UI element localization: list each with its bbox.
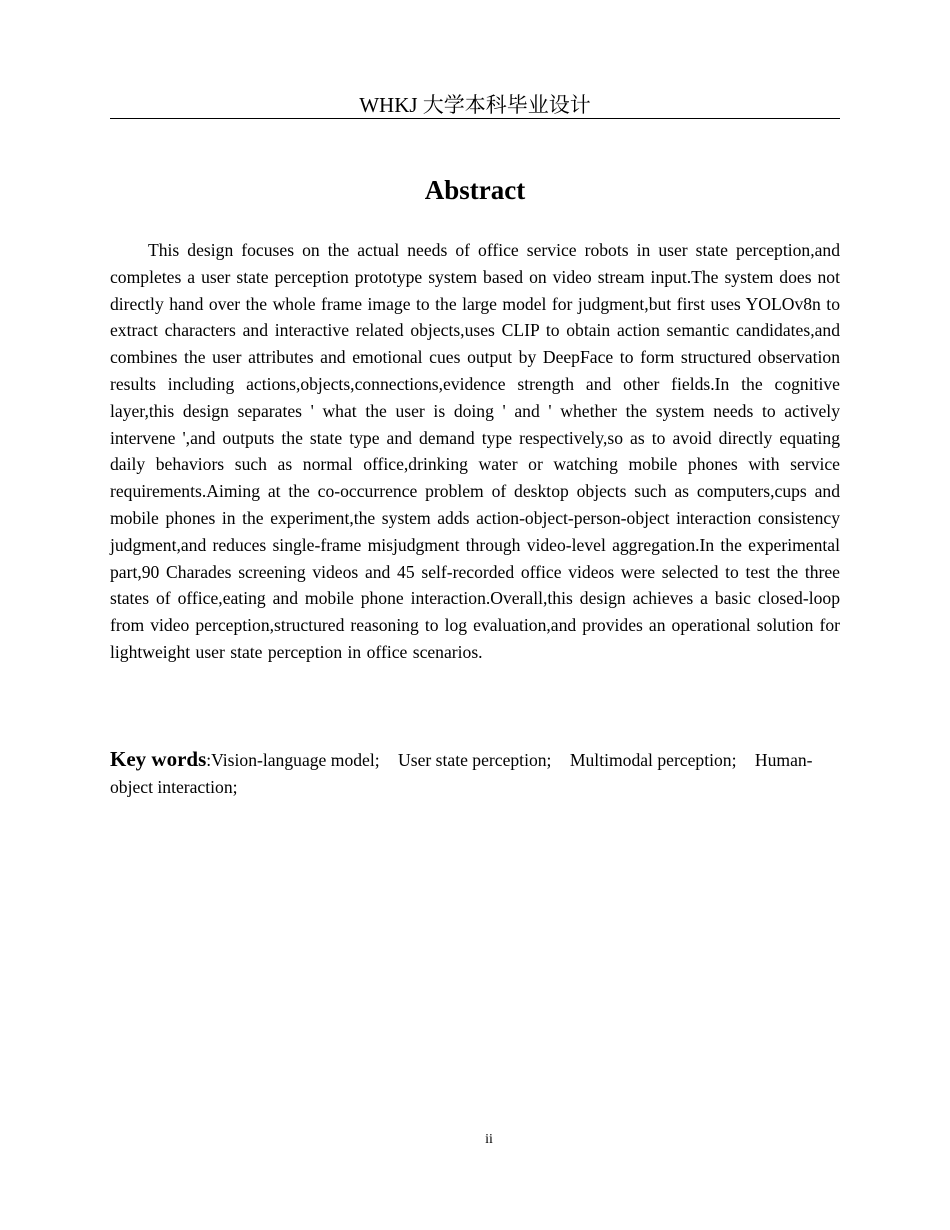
keywords-section <box>110 746 840 801</box>
page-header <box>110 92 840 119</box>
keyword-item: Vision-language model; <box>211 750 380 770</box>
keyword-item: Multimodal perception; <box>569 750 737 770</box>
keyword-item: Human-object interaction; <box>110 750 813 797</box>
abstract-paragraph: This design focuses on the actual needs of office service robots in user state perception,and completes a user state perception prototype system based on video stream input.The system does not directly hand over the whole frame image to the large model for judgment,but first uses YOLOv8n to extract characters and interactive related objects,uses CLIP to obtain action semantic candidates,and combines the user attributes and emotional cues output by DeepFace to form structured observation results including actions,objects,connections,evidence strength and other fields.In the cognitive layer,this design separates ' what the user is doing ' and ' whether the system needs to actively intervene ',and outputs the state type and demand type respectively,so as to avoid directly equating daily behaviors such as normal office,drinking water or watching mobile phones with service requirements.Aiming at the co-occurrence problem of desktop objects such as computers,cups and mobile phones in the experiment,the system adds action-object-person-object interaction consistency judgment,and reduces single-frame misjudgment through video-level aggregation.In the experimental part,90 Charades screening videos and 45 self-recorded office videos were selected to test the three states of office,eating and mobile phone interaction.Overall,this design achieves a basic closed-loop from video perception,structured reasoning to log evaluation,and provides an operational solution for lightweight user state perception in office scenarios. <box>110 240 840 662</box>
keywords-separator: : <box>206 750 212 770</box>
header-title: WHKJ 大学本科毕业设计 <box>359 93 591 117</box>
keyword-item: User state perception; <box>398 750 552 770</box>
page-number: ii <box>485 1132 493 1147</box>
keywords-label: Key words <box>110 747 207 771</box>
abstract-title: Abstract <box>424 175 526 205</box>
